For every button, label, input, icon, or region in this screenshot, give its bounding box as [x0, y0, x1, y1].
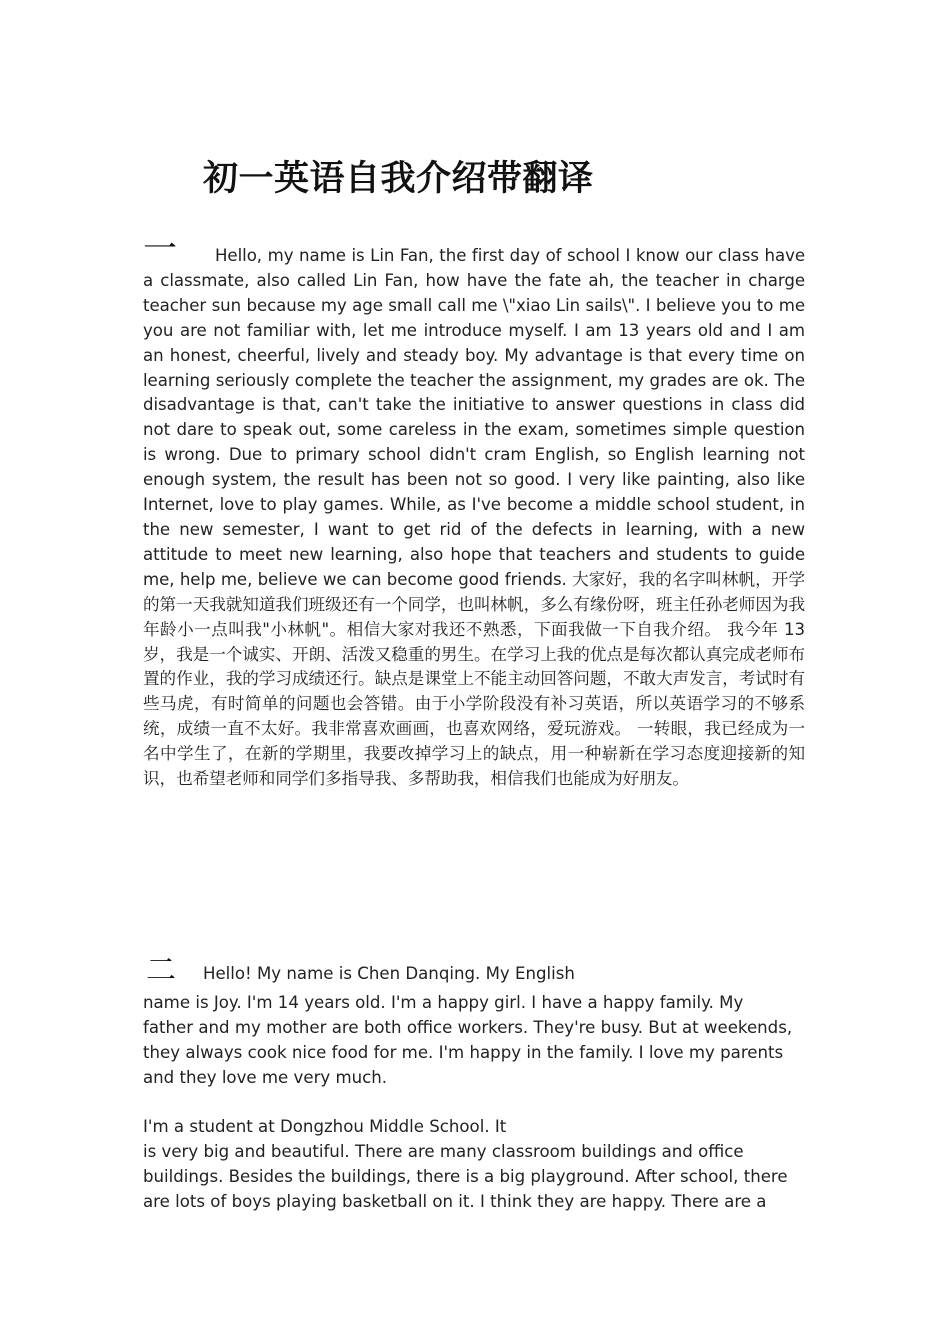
- section-two-first-line: Hello! My name is Chen Danqing. My English: [203, 964, 575, 983]
- paragraph-gap: [143, 1091, 783, 1116]
- section-marker-one: 一: [143, 229, 177, 269]
- text-line: I'm a student at Dongzhou Middle School. It: [143, 1117, 507, 1137]
- section-marker-two: 二: [146, 953, 176, 988]
- text-line: and they love me very much.: [143, 1067, 388, 1087]
- section-one: [143, 229, 805, 792]
- text-line: father and my mother are both office workers. They're busy. But at weekends,: [143, 1017, 793, 1037]
- text-line: is very big and beautiful. There are many classroom buildings and office: [143, 1142, 744, 1162]
- text-line: they always cook nice food for me. I'm happy in the family. I love my parents: [143, 1042, 784, 1062]
- text-line: are lots of boys playing basketball on it. I think they are happy. There are a: [143, 1192, 767, 1212]
- section-two: [143, 953, 793, 1215]
- page-title: 初一英语自我介绍带翻译: [203, 158, 594, 200]
- section-two-paragraph-family: [143, 991, 793, 1215]
- text-line: buildings. Besides the buildings, there is a big playground. After school, there: [143, 1167, 788, 1187]
- section-one-paragraph: Hello, my name is Lin Fan, the first day of school I know our class have a classmate, also called Lin Fan, how have the fate ah, the teacher in charge teacher sun because my age small call me \"xiao Lin sails\". I believe you to me you are not familiar with, let me introduce myself. I am 13 years old and I am an honest, cheerful, lively and steady boy. My advantage is that every time on learning seriously complete the teacher the assignment, my grades are ok. The disadvantage is that, can't take the initiative to answer questions in class did not dare to speak out, some careless in the exam, sometimes simple question is wrong. Due to primary school didn't cram English, so English learning not enough system, the result has been not so good. I very like painting, also like Internet, love to play games. While, as I've become a middle school student, in the new semester, I want to get rid of the defects in learning, with a new attitude to meet new learning, also hope that teachers and students to guide me, help me, believe we can become good friends. 大家好，我的名字叫林帆，开学的第一天我就知道我们班级还有一个同学，也叫林帆，多么有缘份呀，班主任孙老师因为我年龄小一点叫我"小林帆"。相信大家对我还不熟悉，下面我做一下自我介绍。 我今年 13 岁，我是一个诚实、开朗、活泼又稳重的男生。在学习上我的优点是每次都认真完成老师布置的作业，我的学习成绩还行。缺点是课堂上不能主动回答问题，不敢大声发言，考试时有些马虎，有时简单的问题也会答错。由于小学阶段没有补习英语，所以英语学习的不够系统，成绩一直不太好。我非常喜欢画画，也喜欢网络，爱玩游戏。 一转眼，我已经成为一名中学生了，在新的学期里，我要改掉学习上的缺点，用一种崭新在学习态度迎接新的知识，也希望老师和同学们多指导我、多帮助我，相信我们也能成为好朋友。: [143, 246, 805, 789]
- text-line: name is Joy. I'm 14 years old. I'm a happy girl. I have a happy family. My: [143, 992, 744, 1012]
